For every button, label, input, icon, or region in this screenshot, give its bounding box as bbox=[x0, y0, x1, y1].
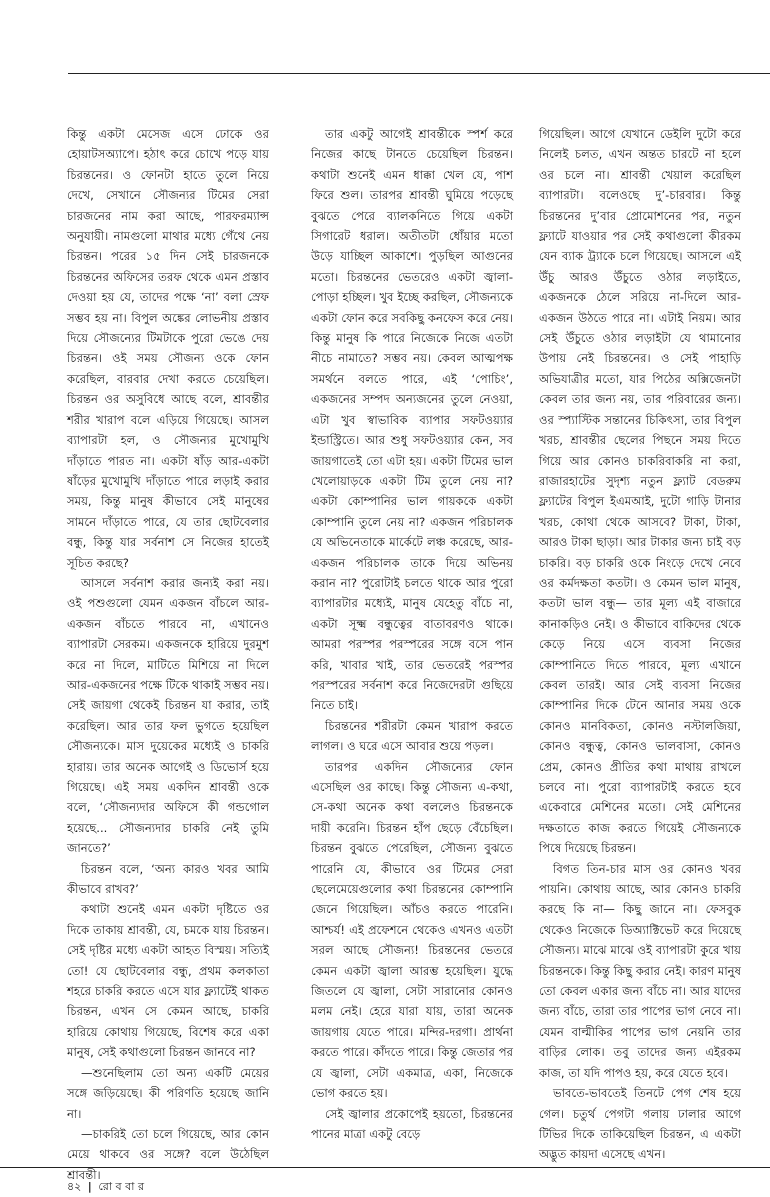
paragraph: চিরন্তন বলে, ‘অন্য কারও খবর আমি কীভাবে রাখব?’ bbox=[67, 861, 269, 897]
page-footer bbox=[67, 1180, 144, 1194]
paragraph: —চাকরিই তো চলে গিয়েছে, আর কোন মেয়ে থাকবে ওর সঙ্গে? বলে উঠেছিল শ্রাবন্তী। bbox=[67, 1126, 269, 1182]
magazine-name: রো ব বা র bbox=[98, 1180, 145, 1193]
paragraph: —শুনেছিলাম তো অন্য একটি মেয়ের সঙ্গে জড়িয়েছে। কী পরিণতি হয়েছে জানি না। bbox=[67, 1065, 269, 1121]
paragraph: কথাটা শুনেই এমন একটা দৃষ্টিতে ওর দিকে তাকায় শ্রাবন্তী, যে, চমকে যায় চিরন্তন। সেই দৃষ্টির মধ্যে একটা আহত বিস্ময়। সত্যিই তো! যে ছোটবেলার বন্ধু, প্রথম কলকাতা শহরে চাকরি করতে এসে যার ফ্ল্যাটেই থাকত চিরন্তন, এখন সে কেমন আছে, চাকরি হারিয়ে কোথায় গিয়েছে, বিশেষ করে একা মানুষ, সেই কথাগুলো চিরন্তন জানবে না? bbox=[67, 902, 269, 1060]
column-3 bbox=[539, 124, 741, 1162]
paragraph: সেই জ্বালার প্রকোপেই হয়তো, চিরন্তনের পানের মাত্রা একটু বেড়ে bbox=[311, 1106, 513, 1141]
paragraph: তারপর একদিন সৌজন্যের ফোন এসেছিল ওর কাছে। কিন্তু সৌজন্য এ-কথা, সে-কথা অনেক কথা বললেও চিরন্তনকে দায়ী করেনি। চিরন্তন হাঁপ ছেড়ে বেঁচেছিল। চিরন্তন বুঝতে পেরেছিল, সৌজন্য বুঝতে পারেনি যে, কীভাবে ওর টিমের সেরা ছেলেমেয়েগুলোর কথা চিরন্তনের কোম্পানি জেনে গিয়েছিল। আঁচও করতে পারেনি। আশ্চর্য! এই প্রফেশনে থেকেও এখনও এতটা সরল আছে সৌজন্য! চিরন্তনের ভেতরে কেমন একটা জ্বালা আরম্ভ হয়েছিল। যুদ্ধে জিতলে যে জ্বালা, সেটা সারানোর কোনও মলম নেই। হেরে যারা যায়, তারা অনেক জায়গায় যেতে পারে। মন্দির-দরগা। প্রার্থনা করতে পারে। কাঁদতে পারে। কিন্তু জেতার পর যে জ্বালা, সেটা একমাত্র, একা, নিজেকে ভোগ করতে হয়। bbox=[311, 759, 513, 1101]
paragraph: তার একটু আগেই শ্রাবন্তীকে স্পর্শ করে নিজের কাছে টানতে চেয়েছিল চিরন্তন। কথাটা শুনেই এমন ধাক্কা খেল যে, পাশ ফিরে শুল। তারপর শ্রাবন্তী ঘুমিয়ে পড়েছে বুঝতে পেরে ব্যালকনিতে গিয়ে একটা সিগারেট ধরাল। অতীতটা ধোঁয়ার মতো উড়ে যাচ্ছিল আকাশে। পুড়ছিল আগুনের মতো। চিরন্তনের ভেতরেও একটা জ্বালা-পোড়া হচ্ছিল। খুব ইচ্ছে করছিল, সৌজন্যকে একটা ফোন করে সবকিছু কনফেস করে নেয়। কিন্তু মানুষ কি পারে নিজেকে নিজে এতটা নীচে নামাতে? সম্ভব নয়। কেবল আত্মপক্ষ সমর্থনে বলতে পারে, এই ‘পোচিং’, একজনের সম্পদ অন্যজনের তুলে নেওয়া, এটা খুব স্বাভাবিক ব্যাপার সফটওয়্যার ইন্ডাস্ট্রিতে। আর শুধু সফটওয়্যার কেন, সব জায়গাতেই তো এটা হয়। একটা টিমের ভাল খেলোয়াড়কে একটা টিম তুলে নেয় না? একটা কোম্পানির ভাল গায়ককে একটা কোম্পানি তুলে নেয় না? একজন পরিচালক যে অভিনেতাকে মার্কেটে লঞ্চ করেছে, আর-একজন পরিচালক তাকে দিয়ে অভিনয় করান না? পুরোটাই চলতে থাকে আর পুরো ব্যাপারটার মধ্যেই, মানুষ যেহেতু বাঁচে না, একটা সূক্ষ্ম বন্ধুত্বের বাতাবরণও থাকে। আমরা পরস্পর পরস্পরের সঙ্গে বসে পান করি, খাবার খাই, তার ভেতরেই পরস্পর পরস্পরের সর্বনাশ করে নিজেদেরটা গুছিয়ে নিতে চাই। bbox=[311, 127, 513, 713]
footer-rule bbox=[0, 1167, 770, 1168]
paragraph: গিয়েছিল। আগে যেখানে ডেইলি দুটো করে নিলেই চলত, এখন অন্তত চারটে না হলে ওর চলে না। শ্রাবন্তী খেয়াল করেছিল ব্যাপারটা। বলেওছে দু’-চারবার। কিন্তু চিরন্তনের দু’বার প্রোমোশনের পর, নতুন ফ্ল্যাটে যাওয়ার পর সেই কথাগুলো কীরকম যেন ব্যাক ট্র্যাকে চলে গিয়েছে। আসলে এই উঁচু আরও উঁচুতে ওঠার লড়াইতে, একজনকে ঠেলে সরিয়ে না-দিলে আর-একজন উঠতে পারে না। এটাই নিয়ম। আর সেই উঁচুতে ওঠার লড়াইটা যে থামানোর উপায় নেই চিরন্তনের। ও সেই পাহাড়ি অভিযাত্রীর মতো, যার পিঠের অক্সিজেনটা কেবল তার জন্য নয়, তার পরিবারের জন্য। ওর স্প্যাস্টিক সন্তানের চিকিৎসা, তার বিপুল খরচ, শ্রাবন্তীর ছেলের পিছনে সময় দিতে গিয়ে আর কোনও চাকরিবাকরি না করা, রাজারহাটের সুদৃশ্য নতুন ফ্ল্যাট বেডরুম ফ্ল্যাটের বিপুল ইএমআই, দুটো গাড়ি টানার খরচ, কোথা থেকে আসবে? টাকা, টাকা, আরও টাকা ছাড়া। আর টাকার জন্য চাই বড় চাকরি। বড় চাকরি ওকে নিংড়ে দেখে নেবে ওর কর্মদক্ষতা কতটা। ও কেমন ভাল মানুষ, কতটা ভাল বন্ধু— তার মূল্য এই বাজারে কানাকড়িও নেই। ও কীভাবে বাকিদের থেকে কেড়ে নিয়ে এসে ব্যবসা নিজের কোম্পানিতে দিতে পারবে, মূল্য এখানে কেবল তারই। আর সেই ব্যবসা নিজের কোম্পানির দিকে টেনে আনার সময় ওকে কোনও মানবিকতা, কোনও নস্টালজিয়া, কোনও বন্ধুত্ব, কোনও ভালবাসা, কোনও প্রেম, কোনও প্রীতির কথা মাথায় রাখলে চলবে না। পুরো ব্যাপারটাই করতে হবে একেবারে মেশিনের মতো। সেই মেশিনের দক্ষতাতে কাজ করতে গিয়েই সৌজন্যকে পিষে দিয়েছে চিরন্তন। bbox=[539, 127, 741, 856]
article-body bbox=[67, 124, 767, 1182]
paragraph: চিরন্তনের শরীরটা কেমন খারাপ করতে লাগল। ও ঘরে এসে আবার শুয়ে পড়ল। bbox=[311, 718, 513, 754]
paragraph: আসলে সর্বনাশ করার জন্যই করা নয়। ওই পশুগুলো যেমন একজন বাঁচলে আর-একজন বাঁচতে পারবে না, এখানেও ব্যাপারটা সেরকম। একজনকে হারিয়ে দুরমুশ করে না দিলে, মাটিতে মিশিয়ে না দিলে আর-একজনের পক্ষে টিকে থাকাই সম্ভব নয়। সেই জায়গা থেকেই চিরন্তন যা করার, তাই করেছিল। আর তার ফল ভুগতে হয়েছিল সৌজন্যকে। মাস দুয়েকের মধ্যেই ও চাকরি হারায়। তার অনেক আগেই ও ডিভোর্স হয়ে গিয়েছে। এই সময় একদিন শ্রাবন্তী ওকে বলে, ‘সৌজন্যদার অফিসে কী গন্ডগোল হয়েছে... সৌজন্যদার চাকরি নেই তুমি জানতে?’ bbox=[67, 575, 269, 856]
footer-separator: | bbox=[87, 1180, 92, 1193]
paragraph: ভাবতে-ভাবতেই তিনটে পেগ শেষ হয়ে গেল। চতুর্থ পেগটা গলায় ঢালার আগে টিভির দিকে তাকিয়েছিল চিরন্তন, এ একটা অদ্ভুত কায়দা এসেছে এখন। bbox=[539, 1086, 741, 1162]
header-rule bbox=[68, 73, 770, 74]
paragraph: কিন্তু একটা মেসেজ এসে ঢোকে ওর হোয়াটসঅ্যাপে। হঠাৎ করে চোখে পড়ে যায় চিরন্তনের। ও ফোনটা হাতে তুলে নিয়ে দেখে, সেখানে সৌজন্যর টিমের সেরা চারজনের নাম করা আছে, পারফরম্যান্স অনুযায়ী। নামগুলো মাথার মধ্যে গেঁথে নেয় চিরন্তন। পরের ১৫ দিন সেই চারজনকে চিরন্তনের অফিসের তরফ থেকে এমন প্রস্তাব দেওয়া হয় যে, তাদের পক্ষে ‘না’ বলা স্রেফ সম্ভব হয় না। বিপুল অঙ্কের লোভনীয় প্রস্তাব দিয়ে সৌজন্যের টিমটাকে পুরো ভেঙে দেয় চিরন্তন। ওই সময় সৌজন্য ওকে ফোন করেছিল, বারবার দেখা করতে চেয়েছিল। চিরন্তন ওর অসুবিধে আছে বলে, শ্রাবন্তীর শরীর খারাপ বলে এড়িয়ে গিয়েছে। আসল ব্যাপারটা হল, ও সৌজন্যর মুখোমুখি দাঁড়াতে পারত না। একটা ষাঁড় আর-একটা ষাঁড়ের মুখোমুখি দাঁড়াতে পারে লড়াই করার সময়, কিন্তু মানুষ কীভাবে সেই মানুষের সামনে দাঁড়াতে পারে, যে তার ছোটবেলার বন্ধু, কিন্তু যার সর্বনাশ সে নিজের হাতেই সূচিত করছে? bbox=[67, 127, 269, 570]
column-2 bbox=[311, 124, 513, 1154]
page-number: ৪২ bbox=[67, 1180, 82, 1193]
column-1 bbox=[67, 124, 269, 1182]
paragraph: বিগত তিন-চার মাস ওর কোনও খবর পায়নি। কোথায় আছে, আর কোনও চাকরি করছে কি না— কিছু জানে না। ফেসবুক থেকেও নিজেকে ডিঅ্যাক্টিভেট করে দিয়েছে সৌজন্য। মাঝে মাঝে ওই ব্যাপারটা কুরে খায় চিরন্তনকে। কিন্তু কিছু করার নেই। কারণ মানুষ তো কেবল একার জন্য বাঁচে না। আর যাদের জন্য বাঁচে, তারা তার পাপের ভাগ নেবে না। যেমন বাল্মীকির পাপের ভাগ নেয়নি তার বাড়ির লোক। তবু তাদের জন্য এইরকম কাজ, তা যদি পাপও হয়, করে যেতে হবে। bbox=[539, 861, 741, 1080]
